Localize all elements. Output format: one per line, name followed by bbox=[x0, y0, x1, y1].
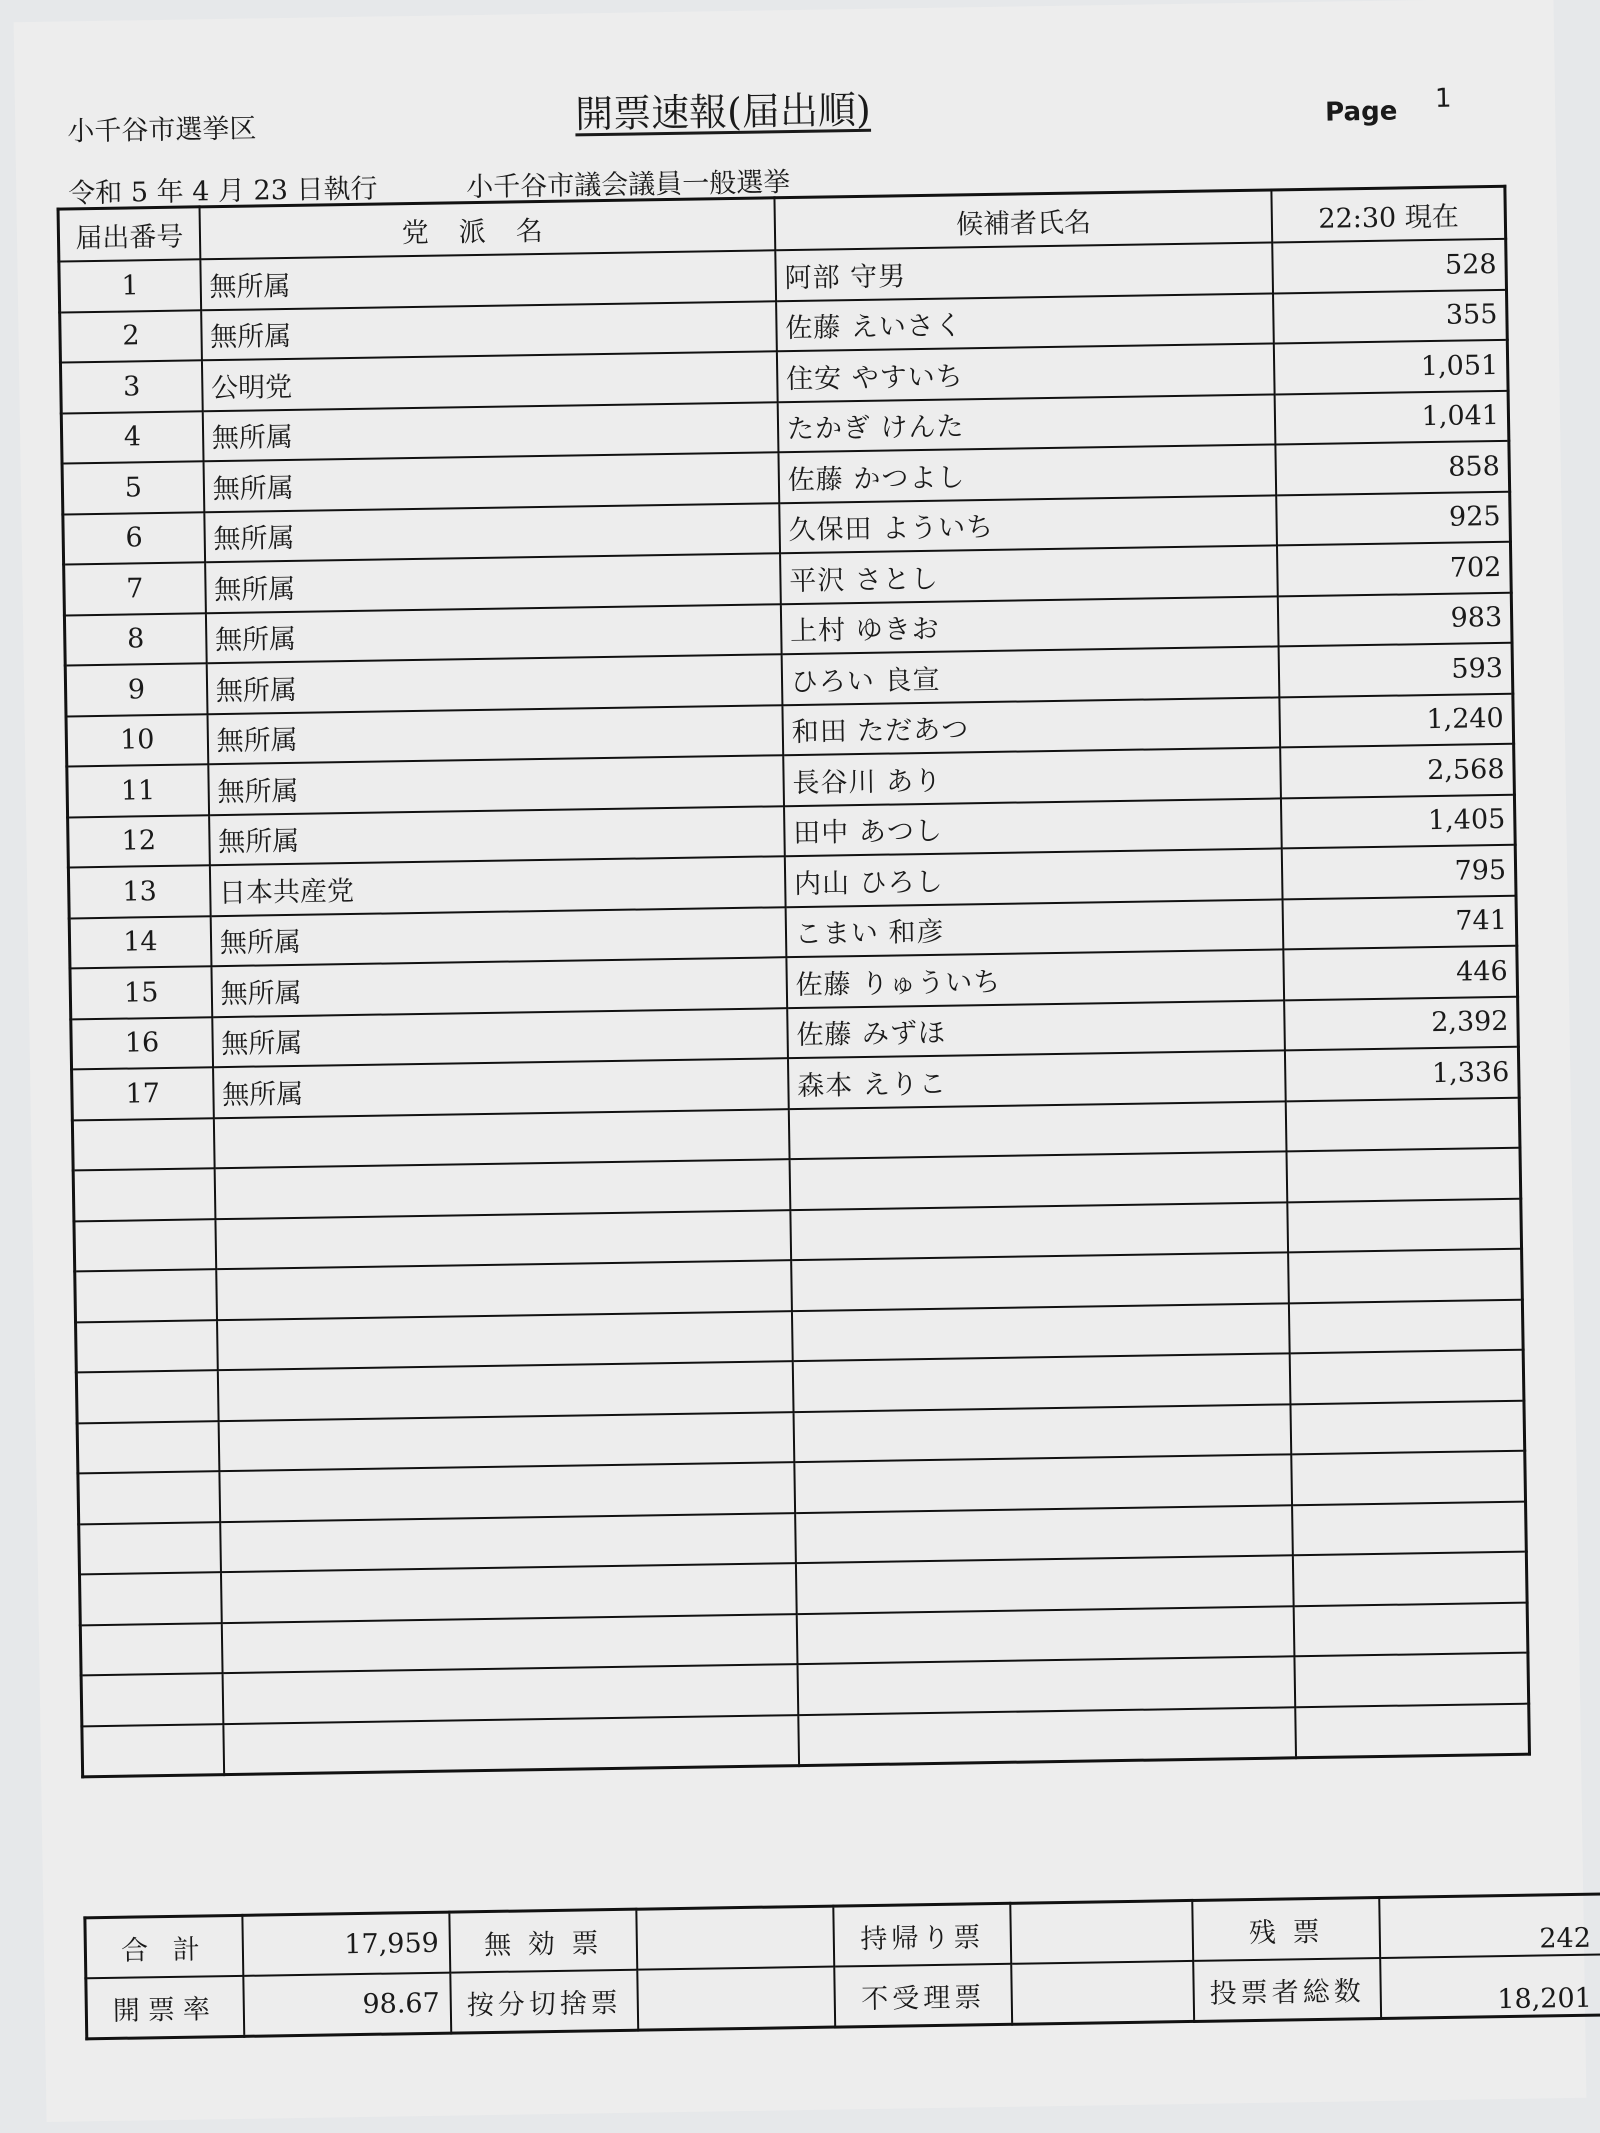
empty-cell bbox=[81, 1673, 223, 1726]
col-party-header: 党派名 bbox=[199, 198, 775, 260]
count-rate-label: 開票率 bbox=[86, 1976, 244, 2039]
row-candidate-name: 上村 ゆきお bbox=[781, 596, 1279, 654]
row-party: 日本共産党 bbox=[210, 856, 786, 916]
unaccepted-votes-label: 不受理票 bbox=[834, 1964, 1012, 2027]
row-votes: 355 bbox=[1273, 289, 1507, 343]
empty-cell bbox=[73, 1168, 215, 1221]
row-number: 16 bbox=[71, 1017, 213, 1070]
time-status: 22:30 現在 bbox=[1272, 186, 1506, 242]
empty-cell bbox=[220, 1513, 796, 1573]
row-votes: 983 bbox=[1278, 592, 1512, 646]
empty-cell bbox=[79, 1522, 221, 1575]
row-candidate-name: 田中 あつし bbox=[784, 798, 1282, 856]
takehome-votes-value bbox=[1010, 1900, 1193, 1963]
total-voters-value: 18,201 bbox=[1380, 1955, 1600, 2019]
row-candidate-name: たかぎ けんた bbox=[778, 394, 1276, 452]
empty-cell bbox=[221, 1563, 797, 1623]
empty-cell bbox=[1288, 1198, 1522, 1252]
empty-cell bbox=[791, 1252, 1289, 1310]
row-votes: 446 bbox=[1284, 946, 1518, 1000]
row-candidate-name: こまい 和彦 bbox=[785, 899, 1283, 957]
prorated-votes-value bbox=[637, 1967, 835, 2031]
empty-cell bbox=[1296, 1703, 1530, 1758]
remaining-votes-value: 242 bbox=[1379, 1894, 1600, 1958]
row-number: 7 bbox=[64, 562, 206, 615]
empty-cell bbox=[74, 1219, 216, 1272]
row-number: 13 bbox=[68, 865, 210, 918]
row-party: 無所属 bbox=[206, 654, 782, 714]
row-number: 2 bbox=[60, 310, 202, 363]
row-candidate-name: 長谷川 あり bbox=[783, 747, 1281, 805]
empty-cell bbox=[1293, 1552, 1527, 1606]
row-candidate-name: 住安 やすいち bbox=[777, 343, 1275, 401]
row-votes: 1,405 bbox=[1281, 794, 1515, 848]
row-party: 無所属 bbox=[209, 806, 785, 866]
empty-cell bbox=[795, 1505, 1293, 1563]
empty-cell bbox=[797, 1656, 1295, 1714]
empty-cell bbox=[1289, 1249, 1523, 1303]
empty-cell bbox=[80, 1623, 222, 1676]
election-name: 小千谷市議会議員一般選挙 bbox=[466, 167, 791, 204]
empty-cell bbox=[82, 1724, 224, 1777]
empty-cell bbox=[793, 1404, 1291, 1462]
total-voters-label: 投票者総数 bbox=[1193, 1958, 1381, 2021]
row-votes: 2,392 bbox=[1285, 996, 1519, 1050]
row-party: 無所属 bbox=[205, 553, 781, 613]
row-votes: 1,336 bbox=[1285, 1047, 1519, 1101]
empty-cell bbox=[792, 1303, 1290, 1361]
empty-cell bbox=[1292, 1451, 1526, 1505]
row-votes: 528 bbox=[1273, 239, 1507, 293]
row-party: 無所属 bbox=[212, 1008, 788, 1068]
results-body bbox=[59, 239, 1530, 1777]
row-number: 3 bbox=[60, 360, 202, 413]
unaccepted-votes-value bbox=[1011, 1961, 1194, 2024]
col-candidate-header: 候補者氏名 bbox=[774, 190, 1272, 250]
row-party: 公明党 bbox=[202, 351, 778, 411]
page-label: Page bbox=[1324, 96, 1398, 128]
prorated-votes-label: 按分切捨票 bbox=[450, 1970, 638, 2033]
empty-cell bbox=[219, 1462, 795, 1522]
election-date: 令和 5 年 4 月 23 日執行 bbox=[68, 173, 378, 210]
empty-cell bbox=[72, 1118, 214, 1171]
row-votes: 1,051 bbox=[1274, 340, 1508, 394]
row-number: 4 bbox=[61, 411, 203, 464]
empty-cell bbox=[1290, 1350, 1524, 1404]
count-rate-value: 98.67 bbox=[243, 1973, 451, 2037]
remaining-votes-label: 残 票 bbox=[1192, 1898, 1380, 1961]
row-votes: 858 bbox=[1276, 441, 1510, 495]
row-votes: 1,240 bbox=[1280, 693, 1514, 747]
row-party: 無所属 bbox=[210, 907, 786, 967]
row-votes: 925 bbox=[1277, 491, 1511, 545]
empty-cell bbox=[223, 1715, 799, 1775]
row-candidate-name: 佐藤 かつよし bbox=[778, 444, 1276, 502]
row-candidate-name: 佐藤 みずほ bbox=[787, 1000, 1285, 1058]
empty-cell bbox=[793, 1353, 1291, 1411]
empty-cell bbox=[222, 1664, 798, 1724]
empty-cell bbox=[218, 1412, 794, 1472]
empty-cell bbox=[218, 1361, 794, 1421]
empty-cell bbox=[789, 1101, 1287, 1159]
row-votes: 702 bbox=[1277, 542, 1511, 596]
empty-cell bbox=[79, 1572, 221, 1625]
empty-cell bbox=[797, 1606, 1295, 1664]
empty-cell bbox=[76, 1320, 218, 1373]
total-label: 合 計 bbox=[85, 1915, 243, 1978]
row-candidate-name: 平沢 さとし bbox=[780, 545, 1278, 603]
row-number: 14 bbox=[69, 916, 211, 969]
row-party: 無所属 bbox=[208, 755, 784, 815]
page-number: 1 bbox=[1434, 83, 1452, 114]
row-candidate-name: 久保田 よういち bbox=[779, 495, 1277, 553]
row-votes: 2,568 bbox=[1281, 744, 1515, 798]
empty-cell bbox=[214, 1109, 790, 1169]
takehome-votes-label: 持帰り票 bbox=[833, 1903, 1011, 1966]
empty-cell bbox=[1293, 1501, 1527, 1555]
row-number: 6 bbox=[63, 512, 205, 565]
empty-cell bbox=[221, 1614, 797, 1674]
empty-cell bbox=[1286, 1097, 1520, 1151]
empty-cell bbox=[75, 1269, 217, 1322]
row-party: 無所属 bbox=[203, 452, 779, 512]
row-candidate-name: 阿部 守男 bbox=[775, 242, 1273, 300]
empty-cell bbox=[789, 1151, 1287, 1209]
empty-cell bbox=[794, 1454, 1292, 1512]
row-candidate-name: 佐藤 えいさく bbox=[776, 293, 1274, 351]
empty-cell bbox=[796, 1555, 1294, 1613]
row-number: 1 bbox=[59, 259, 201, 312]
empty-cell bbox=[1295, 1653, 1529, 1707]
empty-cell bbox=[1287, 1148, 1521, 1202]
row-number: 8 bbox=[64, 613, 206, 666]
row-candidate-name: 森本 えりこ bbox=[788, 1050, 1286, 1108]
row-votes: 1,041 bbox=[1275, 390, 1509, 444]
row-party: 無所属 bbox=[201, 301, 777, 361]
district-label: 小千谷市選挙区 bbox=[67, 113, 257, 148]
empty-cell bbox=[798, 1707, 1296, 1766]
row-candidate-name: 佐藤 りゅういち bbox=[786, 949, 1284, 1007]
empty-cell bbox=[215, 1210, 791, 1270]
empty-cell bbox=[214, 1159, 790, 1219]
row-party: 無所属 bbox=[206, 604, 782, 664]
row-party: 無所属 bbox=[202, 402, 778, 462]
row-candidate-name: 和田 ただあつ bbox=[782, 697, 1280, 755]
row-party: 無所属 bbox=[207, 705, 783, 765]
invalid-votes-label: 無 効 票 bbox=[449, 1909, 637, 1972]
row-candidate-name: ひろい 良宣 bbox=[781, 646, 1279, 704]
summary-table bbox=[83, 1892, 1600, 2040]
col-number-header: 届出番号 bbox=[58, 207, 200, 262]
empty-cell bbox=[78, 1471, 220, 1524]
empty-cell bbox=[76, 1370, 218, 1423]
empty-cell bbox=[1294, 1602, 1528, 1656]
row-party: 無所属 bbox=[204, 503, 780, 563]
row-number: 12 bbox=[68, 815, 210, 868]
invalid-votes-value bbox=[636, 1906, 834, 1970]
empty-cell bbox=[216, 1260, 792, 1320]
row-party: 無所属 bbox=[211, 957, 787, 1017]
empty-cell bbox=[217, 1311, 793, 1371]
row-number: 17 bbox=[72, 1067, 214, 1120]
empty-cell bbox=[1291, 1400, 1525, 1454]
row-votes: 795 bbox=[1282, 845, 1516, 899]
row-number: 9 bbox=[65, 663, 207, 716]
row-votes: 593 bbox=[1279, 643, 1513, 697]
total-value: 17,959 bbox=[242, 1912, 450, 1976]
row-party: 無所属 bbox=[213, 1058, 789, 1118]
row-votes: 741 bbox=[1283, 895, 1517, 949]
ballot-report-sheet bbox=[14, 0, 1593, 2122]
row-number: 11 bbox=[67, 764, 209, 817]
row-party: 無所属 bbox=[200, 250, 776, 310]
row-candidate-name: 内山 ひろし bbox=[785, 848, 1283, 906]
results-table bbox=[57, 185, 1531, 1779]
row-number: 10 bbox=[66, 714, 208, 767]
row-number: 15 bbox=[70, 966, 212, 1019]
empty-cell bbox=[1289, 1299, 1523, 1353]
page-title: 開票速報(届出順) bbox=[574, 87, 872, 137]
row-number: 5 bbox=[62, 461, 204, 514]
empty-cell bbox=[77, 1421, 219, 1474]
empty-cell bbox=[790, 1202, 1288, 1260]
